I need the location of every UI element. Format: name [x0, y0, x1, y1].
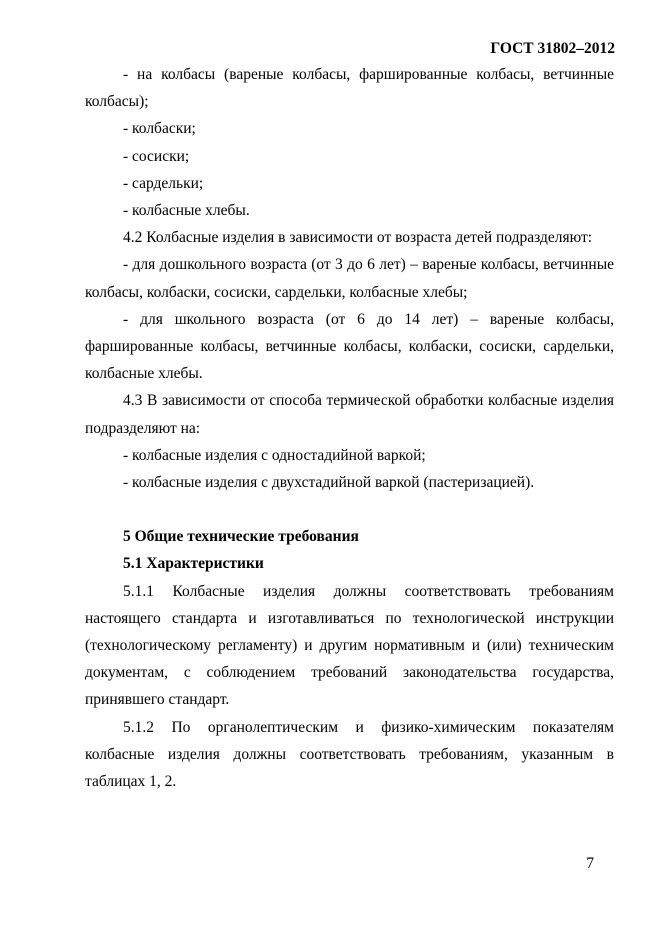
list-item-sausages: - на колбасы (вареные колбасы, фаршированные колбасы, ветчинные колбасы); [85, 66, 614, 111]
clause-5-1-2: 5.1.2 По органолептическим и физико-химическим показателям колбасные изделия должны соответствовать требованиям, указанным в таблицах 1, 2. [85, 718, 614, 791]
list-item-frankfurters: - сосиски; [123, 147, 190, 165]
page-number: 7 [586, 855, 594, 872]
list-item-small-sausages: - колбаски; [123, 120, 196, 138]
list-item-wieners: - сардельки; [123, 174, 204, 192]
document-header-standard-code: ГОСТ 31802–2012 [490, 40, 615, 57]
list-item-preschool: - для дошкольного возраста (от 3 до 6 лет) – вареные колбасы, ветчинные колбасы, колбаски, сосиски, сардельки, колбасные хлебы; [85, 256, 614, 301]
section-heading: 5 Общие технические требования [123, 528, 359, 546]
clause-5-1-1: 5.1.1 Колбасные изделия должны соответствовать требованиям настоящего стандарта и изготавливаться по технологической инструкции (технологическому регламенту) и другим нормативным и (или) техническим документам, с соблюдением требований законодательства государства, принявшего стандарт. [85, 582, 614, 709]
list-item-two-stage: - колбасные изделия с двухстадийной варкой (пастеризацией). [123, 474, 535, 492]
list-item-sausage-loaves: - колбасные хлебы. [123, 202, 250, 220]
section-spacer [85, 496, 614, 523]
list-item-school: - для школьного возраста (от 6 до 14 лет) – вареные колбасы, фаршированные колбасы, ветчинные колбасы, колбаски, сосиски, сардельки, колбасные хлебы. [85, 310, 614, 383]
clause-4-3: 4.3 В зависимости от способа термической обработки колбасные изделия подразделяют на: [85, 392, 614, 437]
list-item-single-stage: - колбасные изделия с одностадийной варкой; [123, 446, 426, 464]
subsection-heading: 5.1 Характеристики [123, 555, 264, 573]
clause-4-2: 4.2 Колбасные изделия в зависимости от возраста детей подразделяют: [123, 229, 593, 247]
document-body [85, 61, 614, 795]
